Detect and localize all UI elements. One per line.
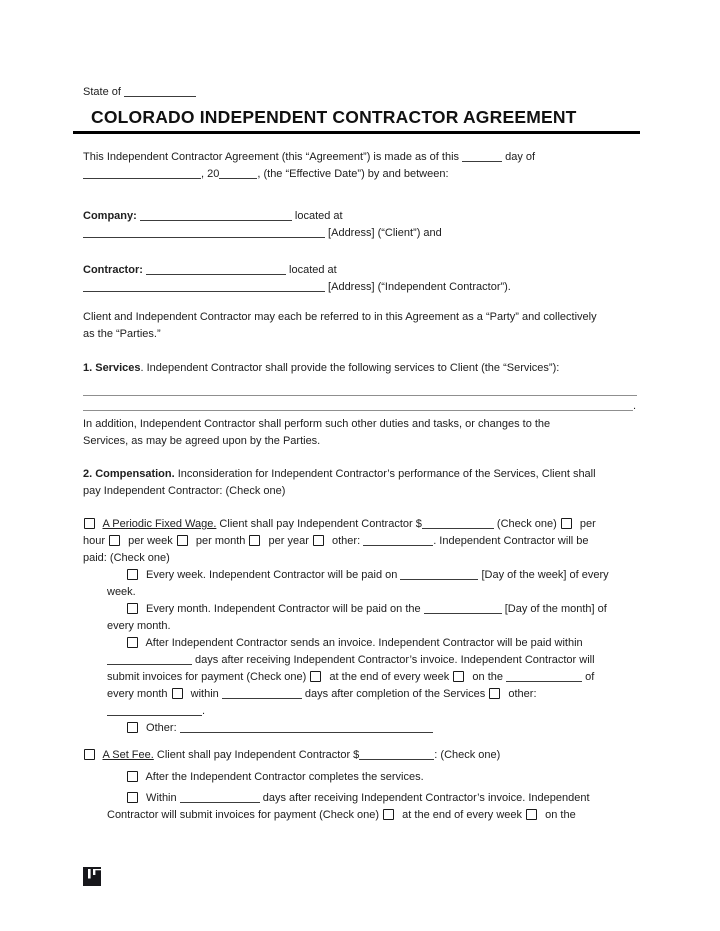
checkbox [310,671,321,682]
text-run: of [582,671,595,683]
option-periodic-fixed-wage [83,516,640,567]
text-run: , (the “Effective Date”) by and between: [257,168,449,180]
document-body [83,149,640,824]
text-run: Contractor will submit invoices for payment (Check one) [107,809,383,821]
checkbox [177,535,188,546]
text-run: , 20 [201,168,220,180]
checkbox [313,535,324,546]
text-run: every month [107,688,171,700]
fill-in-blank [83,227,325,238]
fill-in-blank [222,688,302,699]
text-run: per year [265,535,312,547]
text-run: (Check one) [493,518,560,530]
checkbox [127,771,138,782]
checkbox [84,749,95,760]
checkbox [561,518,572,529]
text-run: Every month. Independent Contractor will be paid on the [143,603,424,615]
suboption-within-days [83,790,640,824]
text-run: other: [328,535,364,547]
text-run: Company: [83,210,137,222]
fill-in-blank [107,705,202,716]
checkbox [127,603,138,614]
text-run: After Independent Contractor sends an invoice. Independent Contractor will be paid within [143,637,583,649]
text-run: on the [542,809,576,821]
intro-paragraph [83,149,640,183]
checkbox [127,722,138,733]
checkbox [526,809,537,820]
text-run: 2. Compensation. [83,468,175,480]
checkbox [84,518,95,529]
fill-in-blank [506,671,582,682]
fill-in-blank [83,385,637,396]
text-run: at the end of every week [326,671,453,683]
fill-in-blank [140,210,292,221]
suboption-every-month [83,601,640,635]
text-run: Client shall pay Independent Contractor $ [153,749,360,761]
text-run: hour [83,535,109,547]
text-run: Client and Independent Contractor may each be referred to in this Agreement as a “Party” and collectively [83,311,597,323]
text-run: per week [125,535,176,547]
document-content [83,84,640,824]
checkbox [127,792,138,803]
text-run: . Independent Contractor shall provide the following services to Client (the “Services”): [140,362,560,374]
fill-in-blank [107,654,192,665]
section-2-compensation-heading [83,466,640,500]
text-run: week. [107,586,136,598]
text-run: submit invoices for payment (Check one) [107,671,310,683]
company-clause [83,208,640,242]
fill-in-blank [180,792,260,803]
text-run: located at [285,264,337,276]
text-run: 1. Services [83,362,141,374]
text-run: within [187,688,222,700]
text-run: Every week. Independent Contractor will be paid on [143,569,401,581]
text-run: days after completion of the Services [301,688,489,700]
checkbox [383,809,394,820]
text-run: A Periodic Fixed Wage. [102,518,217,530]
fill-in-blank [83,400,633,411]
parties-clause [83,309,640,343]
text-run: . Independent Contractor will be [433,535,589,547]
text-run: days after receiving Independent Contractor’s invoice. Independent [259,792,590,804]
fill-in-blank [424,603,502,614]
text-run: Services, as may be agreed upon by the Parties. [83,435,321,447]
text-run: days after receiving Independent Contractor’s invoice. Independent Contractor will [192,654,595,666]
text-run: . [633,400,637,412]
state-of-line [83,84,640,101]
services-write-in-lines [83,384,640,414]
text-run: [Address] (“Client”) and [325,227,442,239]
text-run: This Independent Contractor Agreement (this “Agreement”) is made as of this [83,151,463,163]
checkbox [127,569,138,580]
text-run: A Set Fee. [102,749,154,761]
checkbox [489,688,500,699]
text-run: paid: (Check one) [83,552,170,564]
text-run: Other: [143,722,180,734]
text-run: at the end of every week [399,809,526,821]
services-addition-note [83,416,640,450]
text-run: Contractor: [83,264,143,276]
checkbox [453,671,464,682]
text-run: as the “Parties.” [83,328,161,340]
text-run: pay Independent Contractor: (Check one) [83,485,286,497]
legaltemplates-logo-icon [83,866,103,887]
text-run: located at [291,210,343,222]
fill-in-blank [363,535,433,546]
text-run: every month. [107,620,171,632]
text-run: State of [83,86,124,98]
text-run: In addition, Independent Contractor shall perform such other duties and tasks, or changes to the [83,418,551,430]
checkbox [109,535,120,546]
document-title: COLORADO INDEPENDENT CONTRACTOR AGREEMENT [73,109,640,134]
option-set-fee [83,747,640,764]
text-run: day of [502,151,536,163]
text-run: Inconsideration for Independent Contractor’s performance of the Services, Client shall [174,468,596,480]
text-run: on the [469,671,507,683]
fill-in-blank [180,722,433,733]
text-run: other: [505,688,537,700]
fill-in-blank [462,151,502,162]
text-run: : (Check one) [434,749,501,761]
suboption-after-completion [83,769,640,786]
fill-in-blank [359,749,434,760]
text-run: Within [143,792,180,804]
text-run: per month [192,535,249,547]
fill-in-blank [83,281,325,292]
fill-in-blank [400,569,478,580]
suboption-every-week [83,567,640,601]
fill-in-blank [422,518,494,529]
text-run: per [576,518,596,530]
checkbox [172,688,183,699]
suboption-after-invoice [83,635,640,720]
checkbox [249,535,260,546]
text-run: [Day of the week] of every [478,569,609,581]
suboption-other [83,720,640,737]
fill-in-blank [219,168,257,179]
fill-in-blank [146,264,286,275]
section-1-services-heading [83,360,640,377]
fill-in-blank [83,168,201,179]
text-run: After the Independent Contractor completes the services. [143,771,424,783]
fill-in-blank [124,86,196,97]
text-run: [Address] (“Independent Contractor”). [325,281,511,293]
text-run: [Day of the month] of [501,603,607,615]
contractor-clause [83,262,640,296]
text-run: . [202,705,206,717]
checkbox [127,637,138,648]
text-run: Client shall pay Independent Contractor $ [216,518,422,530]
